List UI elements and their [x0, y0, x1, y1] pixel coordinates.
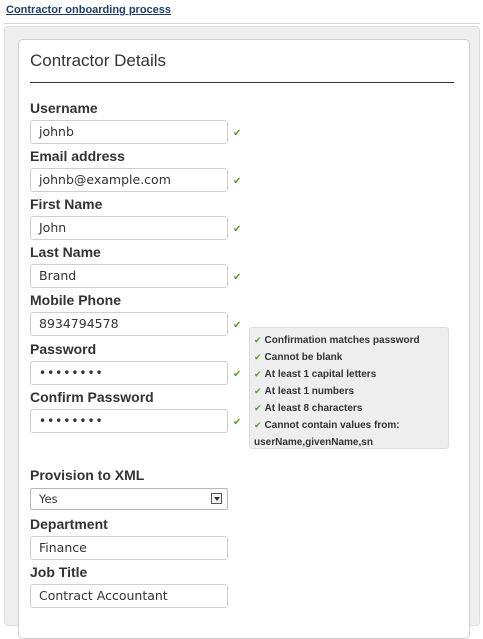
- provision-xml-selected: Yes: [39, 492, 58, 506]
- check-icon: ✔: [254, 420, 262, 430]
- department-input[interactable]: Finance: [30, 536, 228, 560]
- check-icon: ✔: [233, 369, 242, 380]
- email-input[interactable]: johnb@example.com: [30, 168, 228, 192]
- password-rule: ✔ At least 1 numbers: [254, 386, 355, 397]
- chevron-down-icon[interactable]: [211, 493, 222, 504]
- check-icon: ✔: [254, 352, 262, 362]
- password-rules-box: [249, 327, 449, 449]
- check-icon: ✔: [254, 403, 262, 413]
- password-rule: ✔ At least 1 capital letters: [254, 369, 377, 380]
- check-icon: ✔: [254, 386, 262, 396]
- password-rule: ✔ Confirmation matches password: [254, 335, 420, 346]
- breadcrumb-link[interactable]: Contractor onboarding process: [6, 4, 172, 16]
- first-name-input[interactable]: John: [30, 216, 228, 240]
- password-rule: ✔ Cannot be blank: [254, 352, 343, 363]
- check-icon: ✔: [233, 176, 242, 187]
- last-name-input[interactable]: Brand: [30, 264, 228, 288]
- check-icon: ✔: [233, 417, 242, 428]
- check-icon: ✔: [233, 320, 242, 331]
- email-label: Email address: [30, 148, 125, 164]
- check-icon: ✔: [233, 128, 242, 139]
- username-label: Username: [30, 100, 98, 116]
- check-icon: ✔: [233, 272, 242, 283]
- job-title-label: Job Title: [30, 564, 88, 580]
- provision-xml-select[interactable]: [30, 488, 228, 510]
- provision-xml-label: Provision to XML: [30, 467, 145, 483]
- section-title: Contractor Details: [30, 51, 167, 70]
- mobile-phone-label: Mobile Phone: [30, 292, 121, 308]
- password-label: Password: [30, 341, 97, 357]
- last-name-label: Last Name: [30, 244, 101, 260]
- section-divider: [30, 82, 454, 83]
- confirm-password-input[interactable]: ••••••••: [30, 409, 228, 433]
- username-input[interactable]: johnb: [30, 120, 228, 144]
- password-rule: ✔ At least 8 characters: [254, 403, 363, 414]
- job-title-input[interactable]: Contract Accountant: [30, 584, 228, 608]
- confirm-password-label: Confirm Password: [30, 389, 154, 405]
- department-label: Department: [30, 516, 108, 532]
- header-divider: [4, 23, 480, 24]
- first-name-label: First Name: [30, 196, 103, 212]
- check-icon: ✔: [233, 224, 242, 235]
- check-icon: ✔: [254, 335, 262, 345]
- contractor-details-panel: [18, 39, 470, 639]
- password-rule: ✔ Cannot contain values from:: [254, 420, 400, 431]
- check-icon: ✔: [254, 369, 262, 379]
- form-outer-panel: [4, 26, 480, 626]
- password-input[interactable]: ••••••••: [30, 361, 228, 385]
- password-rule-values: userName,givenName,sn: [254, 437, 373, 448]
- mobile-phone-input[interactable]: 8934794578: [30, 312, 228, 336]
